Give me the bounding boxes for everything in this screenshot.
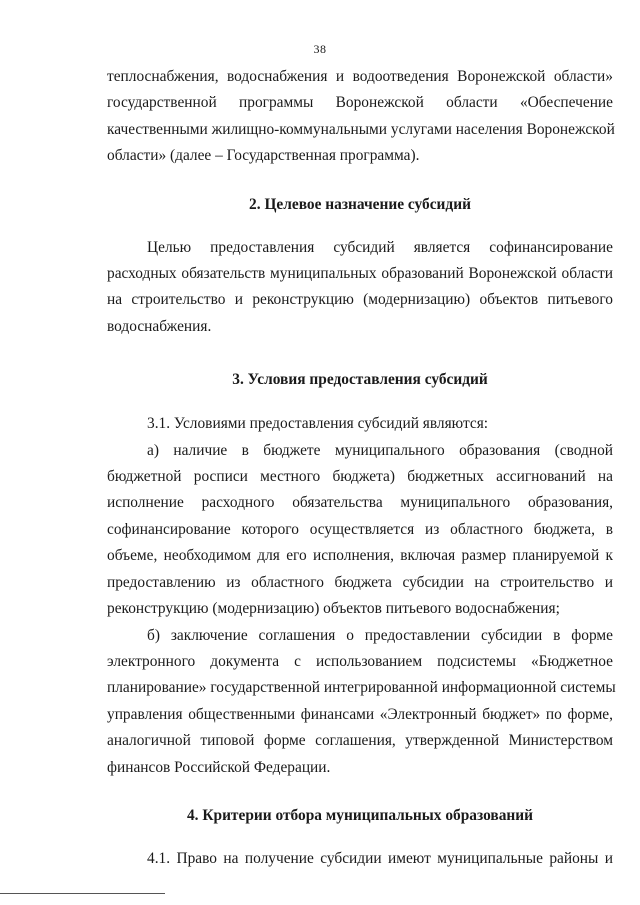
- text-line: софинансирование которого осуществляется из областного бюджета, в: [107, 520, 613, 538]
- text-line: Целью предоставления субсидий является софинансирование: [147, 238, 613, 256]
- item-a-paragraph: [107, 438, 613, 623]
- text-line: бюджетной росписи местного бюджета) бюджетных ассигнований на: [107, 468, 613, 486]
- text-line: реконструкцию (модернизацию) объектов питьевого водоснабжения;: [107, 600, 560, 618]
- text-line: качественными жилищно-коммунальными услугами населения Воронежской: [107, 120, 615, 138]
- text-line: государственной программы Воронежской области «Обеспечение: [107, 94, 613, 112]
- item-b-paragraph: [107, 623, 616, 781]
- text-line: объеме, необходимом для его исполнения, включая размер планируемой к: [107, 547, 613, 565]
- item-3-1-paragraph: [107, 411, 613, 437]
- footnote-rule: [0, 893, 165, 894]
- text-line: а) наличие в бюджете муниципального образования (сводной: [147, 441, 613, 459]
- section-2-paragraph: [107, 235, 613, 341]
- item-4-1-paragraph: [107, 846, 613, 872]
- text-line: теплоснабжения, водоснабжения и водоотведения Воронежской области»: [107, 68, 613, 85]
- text-line: планирование» государственной интегрированной информационной системы: [107, 679, 616, 697]
- text-line: водоснабжения.: [107, 317, 212, 335]
- intro-paragraph: [107, 64, 613, 170]
- text-line: расходных обязательств муниципальных образований Воронежской области: [107, 265, 613, 283]
- text-line: управления общественными финансами «Электронный бюджет» по форме,: [107, 705, 613, 723]
- document-body: [107, 64, 616, 872]
- page-number: 38: [313, 42, 327, 56]
- text-line: электронного документа с использованием подсистемы «Бюджетное: [107, 652, 613, 670]
- text-line: на строительство и реконструкцию (модернизацию) объектов питьевого: [107, 291, 613, 309]
- section-4-heading: 4. Критерии отбора муниципальных образований: [186, 806, 534, 824]
- text-line: финансов Российской Федерации.: [107, 758, 331, 776]
- text-line: б) заключение соглашения о предоставлении субсидии в форме: [147, 626, 613, 644]
- text-line: предоставлению из областного бюджета субсидии на строительство и: [107, 573, 613, 591]
- text-line: 3.1. Условиями предоставления субсидий являются:: [147, 415, 489, 433]
- text-line: исполнение расходного обязательства муниципального образования,: [107, 494, 613, 512]
- text-line: аналогичной типовой форме соглашения, утвержденной Министерством: [107, 732, 613, 750]
- section-2-heading: 2. Целевое назначение субсидий: [249, 195, 471, 213]
- text-line: области» (далее – Государственная программа).: [107, 147, 420, 165]
- text-line: 4.1. Право на получение субсидии имеют муниципальные районы и: [147, 849, 613, 867]
- section-3-heading: 3. Условия предоставления субсидий: [232, 371, 488, 389]
